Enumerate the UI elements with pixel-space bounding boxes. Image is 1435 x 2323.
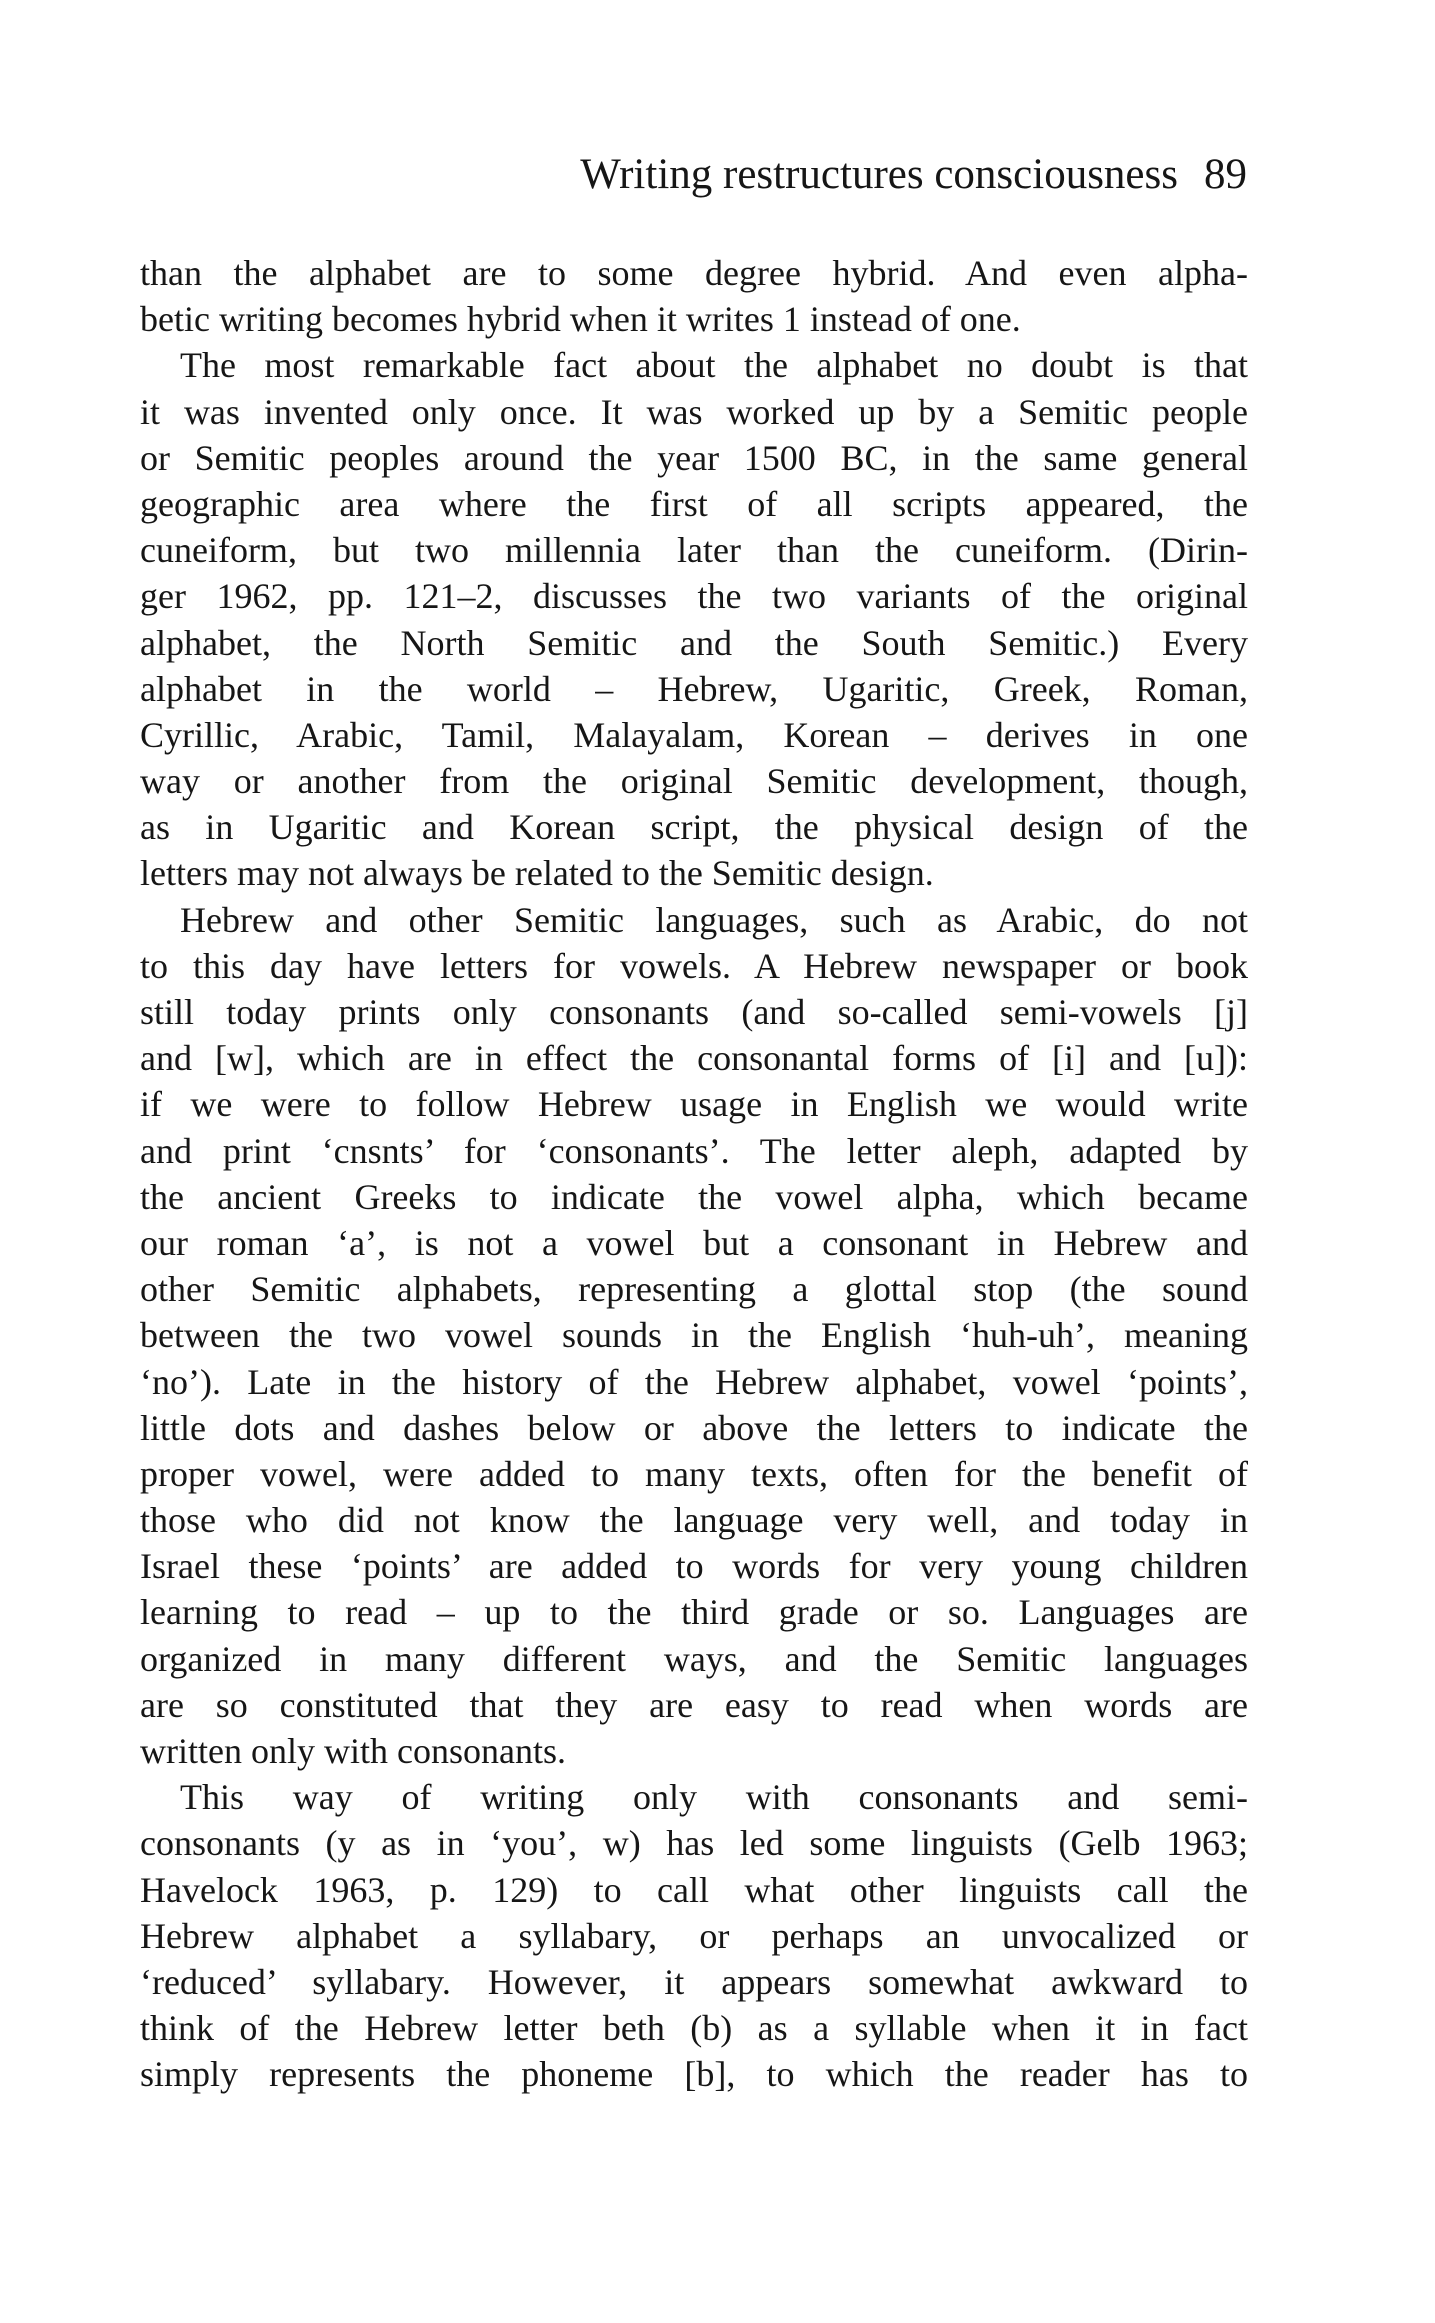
text-line: ‘reduced’ syllabary. However, it appears somewhat awkward to (140, 1961, 1248, 2002)
text-line: Havelock 1963, p. 129) to call what other linguists call the (140, 1869, 1248, 1910)
page-number: 89 (1204, 151, 1247, 198)
text-line: the ancient Greeks to indicate the vowel alpha, which became (140, 1176, 1248, 1217)
text-line: other Semitic alphabets, representing a glottal stop (the sound (140, 1269, 1248, 1310)
text-line: it was invented only once. It was worked up by a Semitic people (140, 391, 1248, 432)
body-text (140, 250, 1248, 2098)
text-line: little dots and dashes below or above the letters to indicate the (140, 1407, 1248, 1448)
text-line: Cyrillic, Arabic, Tamil, Malayalam, Korean – derives in one (140, 714, 1248, 755)
text-line: Hebrew alphabet a syllabary, or perhaps an unvocalized or (140, 1915, 1248, 1956)
text-line: ger 1962, pp. 121–2, discusses the two variants of the original (140, 576, 1248, 617)
text-line: learning to read – up to the third grade or so. Languages are (140, 1592, 1248, 1633)
text-line: organized in many different ways, and the Semitic languages (140, 1638, 1248, 1679)
text-line: simply represents the phoneme [b], to which the reader has to (140, 2054, 1248, 2095)
text-line: proper vowel, were added to many texts, often for the benefit of (140, 1453, 1248, 1494)
running-head (0, 148, 1247, 202)
text-line: consonants (y as in ‘you’, w) has led some linguists (Gelb 1963; (140, 1823, 1248, 1864)
text-line: Israel these ‘points’ are added to words for very young children (140, 1546, 1248, 1587)
text-line: to this day have letters for vowels. A Hebrew newspaper or book (140, 945, 1248, 986)
text-line: The most remarkable fact about the alphabet no doubt is that (180, 345, 1248, 386)
text-line: as in Ugaritic and Korean script, the physical design of the (140, 807, 1248, 848)
text-line: and print ‘cnsnts’ for ‘consonants’. The letter aleph, adapted by (140, 1130, 1248, 1171)
text-line: cuneiform, but two millennia later than the cuneiform. (Dirin- (140, 530, 1248, 571)
text-line: than the alphabet are to some degree hybrid. And even alpha- (140, 253, 1248, 293)
text-line: written only with consonants. (140, 1731, 566, 1771)
text-line: geographic area where the first of all scripts appeared, the (140, 483, 1248, 524)
text-line: This way of writing only with consonants and semi- (180, 1777, 1248, 1818)
text-line: way or another from the original Semitic development, though, (140, 761, 1248, 802)
text-line: letters may not always be related to the Semitic design. (140, 853, 934, 894)
text-line: if we were to follow Hebrew usage in English we would write (140, 1084, 1248, 1125)
text-line: between the two vowel sounds in the English ‘huh-uh’, meaning (140, 1315, 1248, 1356)
text-line: those who did not know the language very well, and today in (140, 1500, 1248, 1541)
text-line: and [w], which are in effect the consonantal forms of [i] and [u]): (140, 1038, 1248, 1079)
text-line: betic writing becomes hybrid when it writes 1 instead of one. (140, 299, 1021, 340)
text-line: or Semitic peoples around the year 1500 BC, in the same general (140, 437, 1248, 478)
running-head-title: Writing restructures consciousness (580, 151, 1178, 198)
text-line: alphabet in the world – Hebrew, Ugaritic, Greek, Roman, (140, 668, 1248, 709)
text-line: think of the Hebrew letter beth (b) as a syllable when it in fact (140, 2008, 1248, 2049)
text-line: are so constituted that they are easy to read when words are (140, 1684, 1248, 1725)
text-line: still today prints only consonants (and so-called semi-vowels [j] (140, 992, 1248, 1032)
text-line: our roman ‘a’, is not a vowel but a consonant in Hebrew and (140, 1222, 1248, 1263)
text-line: alphabet, the North Semitic and the South Semitic.) Every (140, 622, 1248, 663)
text-line: Hebrew and other Semitic languages, such as Arabic, do not (180, 899, 1248, 940)
text-line: ‘no’). Late in the history of the Hebrew alphabet, vowel ‘points’, (140, 1361, 1248, 1402)
